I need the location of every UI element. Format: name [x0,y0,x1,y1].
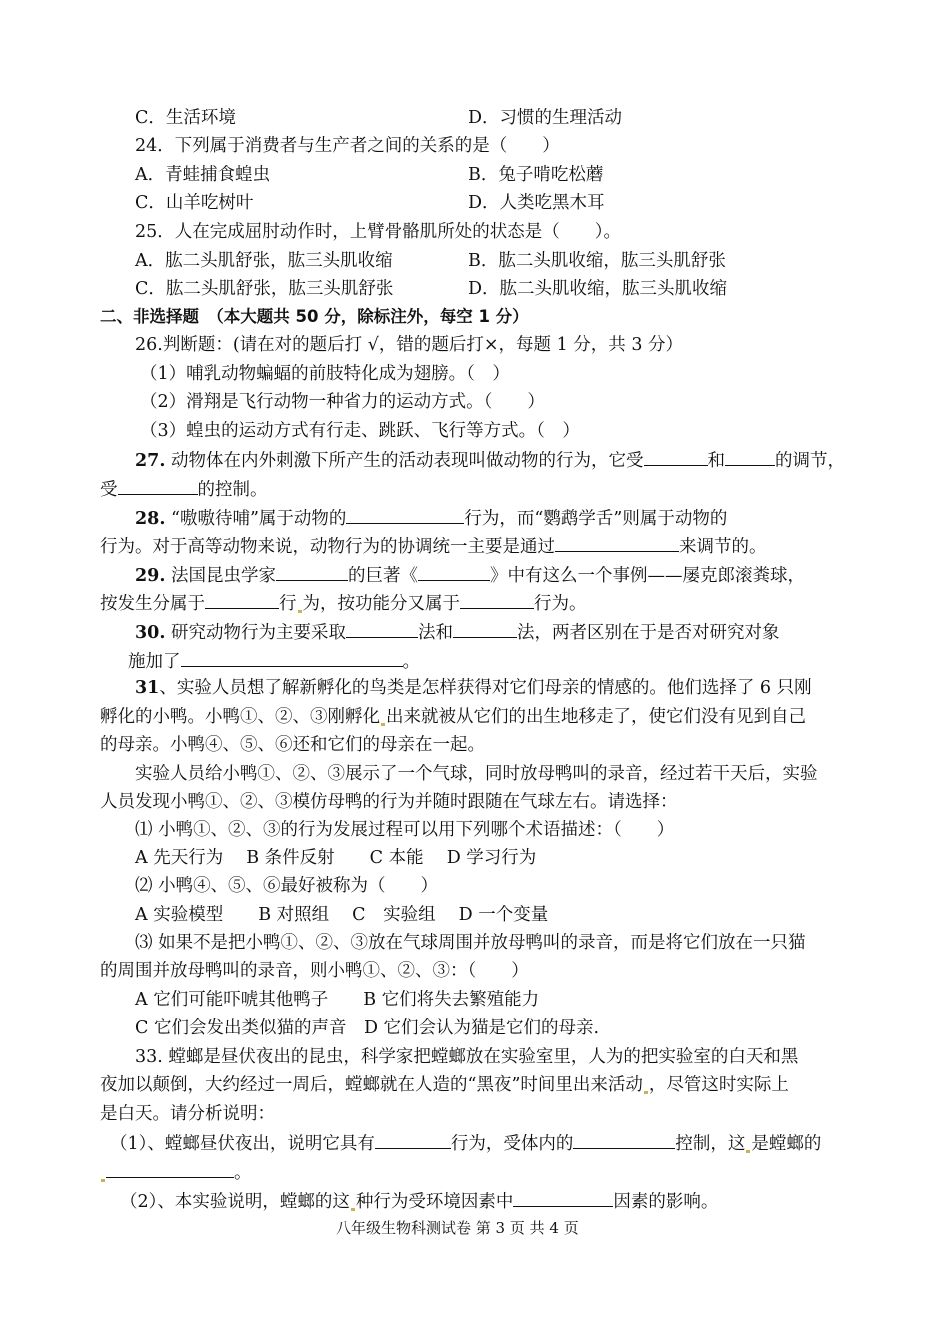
q25-option-d: D．肱二头肌收缩，肱三头肌收缩 [468,279,728,299]
q31-line-5: 人员发现小鸭①、②、③模仿母鸭的行为并随时跟随在气球左右。请选择： [100,792,678,812]
q30-text-c: 法，两者区别在于是否对研究对象 [517,623,780,643]
q30-line-2 [128,648,420,672]
q31-line-1 [135,676,812,700]
q29-text-f: 为，按功能分又属于 [302,594,460,614]
section-2-heading: 二、非选择题 （本大题共 50 分，除标注外，每空 1 分） [100,307,529,326]
q27-blank-3[interactable] [118,476,198,495]
q30-blank-1[interactable] [346,619,418,638]
q31-line-4: 实验人员给小鸭①、②、③展示了一个气球，同时放母鸭叫的录音，经过若干天后，实验 [135,764,818,784]
q31-sub-3-options-cd: C 它们会发出类似猫的声音 D 它们会认为猫是它们的母亲. [135,1018,600,1038]
q31-sub-1: ⑴ 小鸭①、②、③的行为发展过程可以用下列哪个术语描述：（ ） [135,820,675,840]
q27-text-c: 的调节， [775,451,846,471]
q33-text-1a: （1）、螳螂昼伏夜出，说明它具有 [110,1134,375,1154]
q33-text-2b: 种行为受环境因素中 [355,1192,514,1212]
q29-blank-4[interactable] [460,590,534,609]
q31-sub-2: ⑵ 小鸭④、⑤、⑥最好被称为（ ） [135,876,439,896]
q33-text-2c: 因素的影响。 [613,1192,719,1212]
q29-line-1 [135,562,805,586]
q31-line-3: 的母亲。小鸭④、⑤、⑥还和它们的母亲在一起。 [100,735,485,755]
q33-blank-3[interactable] [106,1159,234,1178]
q25-option-b: B．肱二头肌收缩，肱三头肌舒张 [468,251,726,271]
q27-blank-2[interactable] [725,447,775,466]
q31-sub-3-options-ab: A 它们可能吓唬其他鸭子 B 它们将失去繁殖能力 [135,990,540,1010]
q26-stem: 26.判断题：(请在对的题后打 √，错的题后打×，每题 1 分，共 3 分） [135,335,684,355]
q25-option-c: C．肱二头肌舒张，肱三头肌舒张 [135,279,394,299]
q30-text-b: 法和 [418,623,454,643]
q28-text-b: 行为，而“鹦鹉学舌”则属于动物的 [464,509,728,529]
q29-text-b: 的巨著《 [348,566,419,586]
q29-blank-1[interactable] [276,562,348,581]
q28-text-d: 来调节的。 [679,537,767,557]
q33-sub-1-line-1 [110,1130,821,1154]
edit-mark [351,1208,355,1211]
q31-text-b2: 出来就被从它们的出生地移走了，使它们没有见到自己 [386,707,806,727]
q30-text-d: 施加了 [128,652,181,672]
q29-line-2 [100,590,587,614]
q33-sub-2 [120,1188,718,1212]
q23-option-c: C．生活环境 [135,108,236,128]
q29-text-g: 行为。 [534,594,587,614]
q33-line-1: 33. 螳螂是昼伏夜出的昆虫，科学家把螳螂放在实验室里，人为的把实验室的白天和黑 [135,1047,799,1067]
q30-line-1 [135,619,780,643]
page-footer: 八年级生物科测试卷 第 3 页 共 4 页 [336,1219,579,1237]
q28-text-a: “嗷嗷待哺”属于动物的 [165,509,347,529]
q31-sub-3-cont: 的周围并放母鸭叫的录音，则小鸭①、②、③：（ ） [100,961,529,981]
edit-mark [644,1091,648,1094]
q30-blank-3[interactable] [181,648,403,667]
q29-text-d: 按发生分属于 [100,594,205,614]
q31-sub-2-options: A 实验模型 B 对照组 C 实验组 D 一个变量 [135,905,549,925]
q24-stem: 24．下列属于消费者与生产者之间的关系的是（ ） [135,136,560,156]
q31-number: 31 [135,678,160,698]
q26-item-2: （2）滑翔是飞行动物一种省力的运动方式。（ ） [140,392,545,412]
q24-option-c: C．山羊吃树叶 [135,193,254,213]
q33-blank-2[interactable] [573,1130,675,1149]
q30-text-a: 研究动物行为主要采取 [165,623,347,643]
q29-blank-3[interactable] [205,590,279,609]
q25-stem: 25．人在完成屈肘动作时，上臂骨骼肌所处的状态是（ ）。 [135,222,622,242]
edit-mark [746,1150,750,1153]
q27-text-b: 和 [707,451,726,471]
q33-blank-4[interactable] [513,1188,613,1207]
q33-blank-1[interactable] [375,1130,451,1149]
q33-text-b2: ，尽管这时实际上 [648,1075,789,1095]
q31-text-b1: 孵化的小鸭。小鸭①、②、③刚孵化 [100,707,380,727]
q28-number: 28. [135,509,166,529]
q27-text-e: 的控制。 [197,480,268,500]
q33-text-1e: 。 [234,1163,252,1183]
q33-sub-1-line-2 [100,1159,252,1183]
q27-text-a: 动物体在内外刺激下所产生的活动表现叫做动物的行为，它受 [165,451,644,471]
q27-number: 27. [135,451,166,471]
q29-text-e: 行 [279,594,297,614]
q28-blank-2[interactable] [555,533,679,552]
q24-option-d: D．人类吃黑木耳 [468,193,605,213]
q29-text-c: 》中有这么一个事例——屡克郎滚粪球， [490,566,806,586]
q29-text-a: 法国昆虫学家 [165,566,277,586]
q31-sub-1-options: A 先天行为 B 条件反射 C 本能 D 学习行为 [135,848,537,868]
q31-line-2 [100,705,806,729]
q26-item-3: （3）蝗虫的运动方式有行走、跳跃、飞行等方式。（ ） [140,421,580,441]
edit-mark [381,723,385,726]
q33-text-1c: 控制，这 [675,1134,746,1154]
q27-blank-1[interactable] [644,447,708,466]
q30-number: 30. [135,623,166,643]
q27-line-2 [100,476,268,500]
q29-number: 29. [135,566,166,586]
q28-line-2 [100,533,767,557]
q33-text-2a: （2）、本实验说明，螳螂的这 [120,1192,350,1212]
q23-option-d: D．习惯的生理活动 [468,108,623,128]
q33-text-1b: 行为，受体内的 [450,1134,574,1154]
q28-text-c: 行为。对于高等动物来说，动物行为的协调统一主要是通过 [100,537,555,557]
q30-text-e: 。 [402,652,420,672]
q33-text-1d: 是螳螂的 [751,1134,822,1154]
q31-text-a: 、实验人员想了解新孵化的鸟类是怎样获得对它们母亲的情感的。他们选择了 6 只刚 [159,678,812,698]
q25-option-a: A．肱二头肌舒张，肱三头肌收缩 [135,251,393,271]
q28-blank-1[interactable] [346,505,464,524]
edit-mark [101,1179,105,1182]
q26-item-1: （1）哺乳动物蝙蝠的前肢特化成为翅膀。（ ） [140,364,510,384]
q24-option-b: B．兔子啃吃松蘑 [468,165,604,185]
q24-option-a: A．青蛙捕食蝗虫 [135,165,271,185]
q33-line-3: 是白天。请分析说明： [100,1104,275,1124]
q31-sub-3: ⑶ 如果不是把小鸭①、②、③放在气球周围并放母鸭叫的录音，而是将它们放在一只猫 [135,933,806,953]
q28-line-1 [135,505,727,529]
q30-blank-2[interactable] [453,619,517,638]
q33-line-2 [100,1073,789,1097]
q29-blank-2[interactable] [418,562,490,581]
edit-mark [298,610,302,613]
q33-text-b: 夜加以颠倒，大约经过一周后，螳螂就在人造的“黑夜”时间里出来活动 [100,1075,643,1095]
q27-text-d: 受 [100,480,118,500]
q27-line-1 [135,447,845,471]
